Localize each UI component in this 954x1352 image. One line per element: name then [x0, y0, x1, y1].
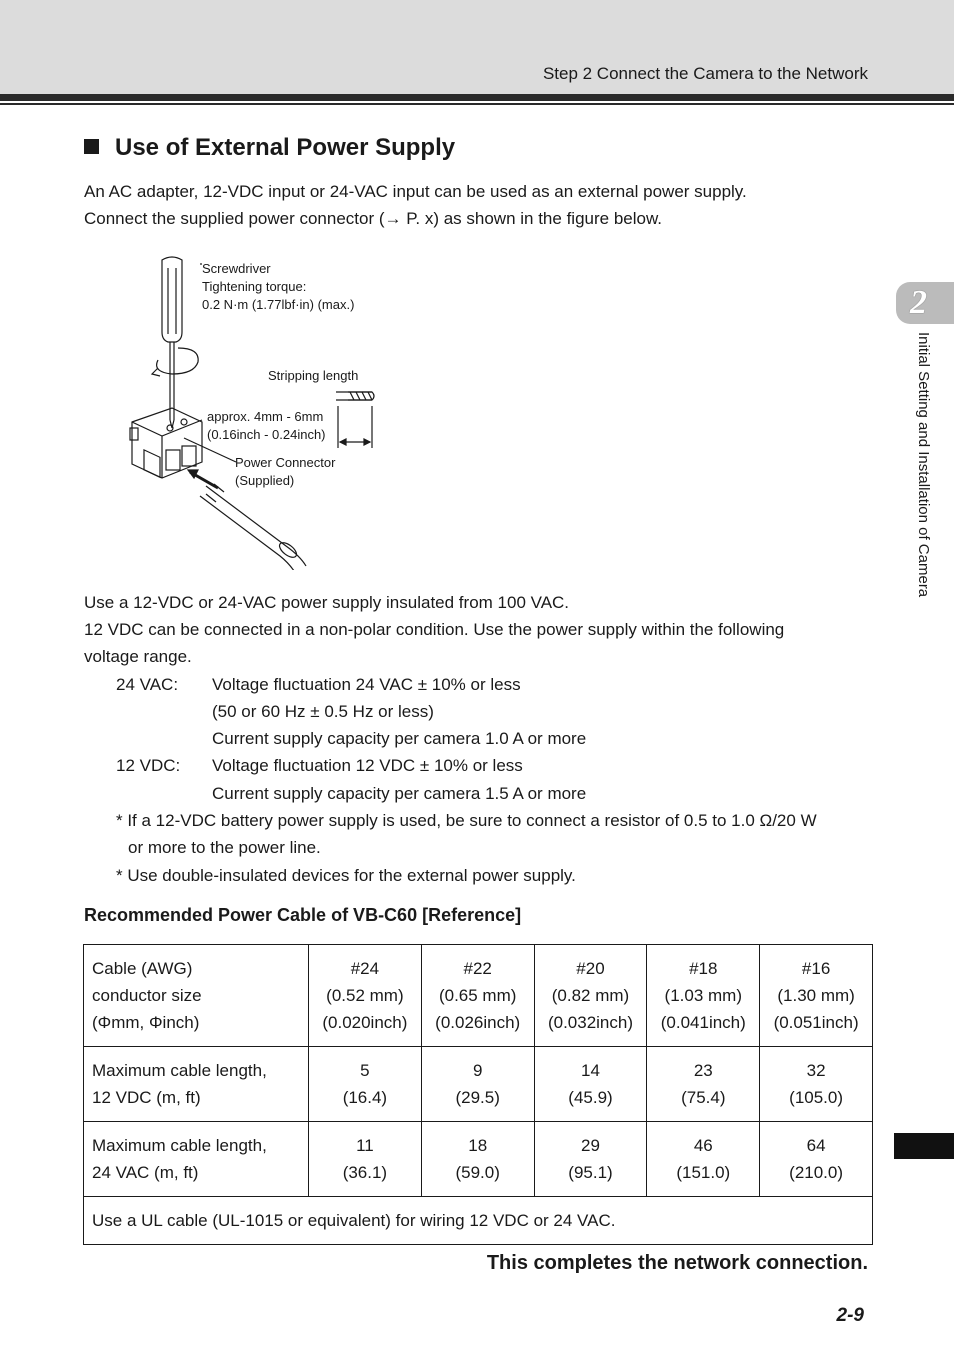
screwdriver-label: [202, 260, 354, 314]
cell-line: 32: [806, 1061, 826, 1080]
chapter-number: 2: [910, 284, 927, 321]
cell-line: 64: [806, 1136, 826, 1155]
connector-supplied-line: (Supplied): [235, 473, 295, 488]
cell-line: (36.1): [342, 1163, 388, 1182]
table-cell: [309, 1047, 422, 1122]
table-cell: [760, 1122, 873, 1197]
table-row: [84, 1197, 873, 1245]
row-header-line: Maximum cable length,: [92, 1061, 267, 1080]
vac-label: 24 VAC:: [116, 675, 179, 694]
body-line-3: voltage range.: [84, 647, 192, 666]
row-header: [84, 1122, 309, 1197]
cell-line: (29.5): [455, 1088, 500, 1107]
header-rule-thin: [0, 103, 954, 105]
row-header-line: 24 VAC (m, ft): [92, 1163, 199, 1182]
stripping-length-label: Stripping length: [268, 368, 359, 383]
cell-line: (0.82 mm): [551, 986, 630, 1005]
table-cell: [421, 945, 534, 1047]
page-header: [0, 0, 954, 94]
table-cell: [760, 1047, 873, 1122]
cell-line: (1.30 mm): [777, 986, 855, 1005]
table-footer-note: Use a UL cable (UL-1015 or equivalent) for wiring 12 VDC or 24 VAC.: [84, 1197, 873, 1245]
table-cell: [647, 1122, 760, 1197]
vdc-label: 12 VDC:: [116, 756, 181, 775]
table-row: [84, 945, 873, 1047]
chapter-title-vertical: Initial Setting and Installation of Camera: [915, 332, 932, 598]
cell-line: (0.65 mm): [438, 986, 517, 1005]
page-number: 2-9: [836, 1305, 864, 1326]
row-header-line: (Φmm, Φinch): [92, 1013, 200, 1032]
table-cell: [309, 945, 422, 1047]
connector-label-line: Power Connector: [235, 455, 336, 470]
table-cell: [421, 1122, 534, 1197]
length-mm-line: approx. 4mm - 6mm: [207, 409, 324, 424]
page-edge-marker: [894, 1133, 954, 1159]
cell-line: (16.4): [342, 1088, 388, 1107]
row-header-line: 12 VDC (m, ft): [92, 1088, 201, 1107]
torque-label-line: Tightening torque:: [202, 279, 307, 294]
row-header-line: Cable (AWG): [92, 959, 193, 978]
table-row: [84, 1122, 873, 1197]
table-cell: [534, 1122, 647, 1197]
cell-line: (45.9): [568, 1088, 613, 1107]
cell-line: 5: [360, 1061, 370, 1080]
cell-line: (59.0): [455, 1163, 500, 1182]
cell-line: (105.0): [789, 1088, 844, 1107]
vac-line-3: Current supply capacity per camera 1.0 A or more: [212, 729, 587, 748]
table-cell: [421, 1047, 534, 1122]
cell-line: 23: [693, 1061, 713, 1080]
screwdriver-label-line: Screwdriver: [202, 261, 271, 276]
table-cell: [534, 1047, 647, 1122]
cell-line: (0.020inch): [322, 1013, 408, 1032]
vdc-line-2: Current supply capacity per camera 1.5 A or more: [212, 784, 587, 803]
power-connector-label: [235, 454, 335, 490]
table-cell: [647, 1047, 760, 1122]
row-header: [84, 945, 309, 1047]
cell-line: 11: [356, 1136, 374, 1155]
cell-line: (75.4): [681, 1088, 726, 1107]
note-battery: * If a 12-VDC battery power supply is used, be sure to connect a resistor of 0.5 to 1.0 Ω/20 W: [116, 811, 817, 830]
cell-line: 18: [468, 1136, 488, 1155]
intro-line-1: An AC adapter, 12-VDC input or 24-VAC input can be used as an external power supply.: [84, 182, 747, 201]
square-bullet-icon: [84, 139, 99, 154]
vac-line-2: (50 or 60 Hz ± 0.5 Hz or less): [212, 702, 434, 721]
power-connector-figure: [110, 250, 400, 570]
cell-line: (210.0): [789, 1163, 844, 1182]
section-title: Use of External Power Supply: [115, 134, 456, 161]
intro-line-2: Connect the supplied power connector (→ P. x) as shown in the figure below.: [84, 209, 663, 228]
table-cell: [534, 945, 647, 1047]
body-line-2: 12 VDC can be connected in a non-polar condition. Use the power supply within the following: [84, 620, 785, 639]
table-cell: [760, 945, 873, 1047]
header-section-title: Step 2 Connect the Camera to the Network: [542, 64, 868, 83]
torque-value-line: 0.2 N·m (1.77lbf·in) (max.): [202, 297, 355, 312]
table-cell: [309, 1122, 422, 1197]
cell-line: (0.026inch): [435, 1013, 521, 1032]
cell-line: (0.52 mm): [326, 986, 404, 1005]
cell-line: 9: [472, 1061, 483, 1080]
row-header: [84, 1047, 309, 1122]
cell-line: 14: [581, 1061, 600, 1080]
cable-table: [83, 944, 873, 1245]
cell-line: #22: [463, 959, 492, 978]
cell-line: #18: [689, 959, 718, 978]
note-battery-cont: or more to the power line.: [128, 838, 321, 857]
cell-line: (95.1): [568, 1163, 613, 1182]
cell-line: (1.03 mm): [664, 986, 743, 1005]
table-cell: [647, 945, 760, 1047]
vac-line-1: Voltage fluctuation 24 VAC ± 10% or less: [212, 675, 521, 694]
table-title: Recommended Power Cable of VB-C60 [Reference]: [84, 905, 522, 925]
length-label: [207, 408, 326, 444]
cell-line: #24: [350, 959, 380, 978]
cell-line: (151.0): [676, 1163, 731, 1182]
section-heading: [84, 134, 455, 162]
row-header-line: Maximum cable length,: [92, 1136, 267, 1155]
vdc-line-1: Voltage fluctuation 12 VDC ± 10% or less: [212, 756, 523, 775]
cell-line: (0.041inch): [660, 1013, 746, 1032]
cell-line: (0.032inch): [547, 1013, 634, 1032]
note-double-insulated: * Use double-insulated devices for the external power supply.: [116, 866, 576, 885]
cell-line: (0.051inch): [773, 1013, 859, 1032]
header-rule: [0, 94, 954, 101]
chapter-tab: [896, 282, 954, 324]
completion-message: This completes the network connection.: [486, 1252, 868, 1274]
cell-line: 46: [693, 1136, 713, 1155]
table-row: [84, 1047, 873, 1122]
cell-line: 29: [581, 1136, 600, 1155]
cell-line: #16: [801, 959, 831, 978]
row-header-line: conductor size: [92, 986, 202, 1005]
length-inch-line: (0.16inch - 0.24inch): [207, 427, 326, 442]
cell-line: #20: [576, 959, 605, 978]
body-line-1: Use a 12-VDC or 24-VAC power supply insulated from 100 VAC.: [84, 593, 570, 612]
